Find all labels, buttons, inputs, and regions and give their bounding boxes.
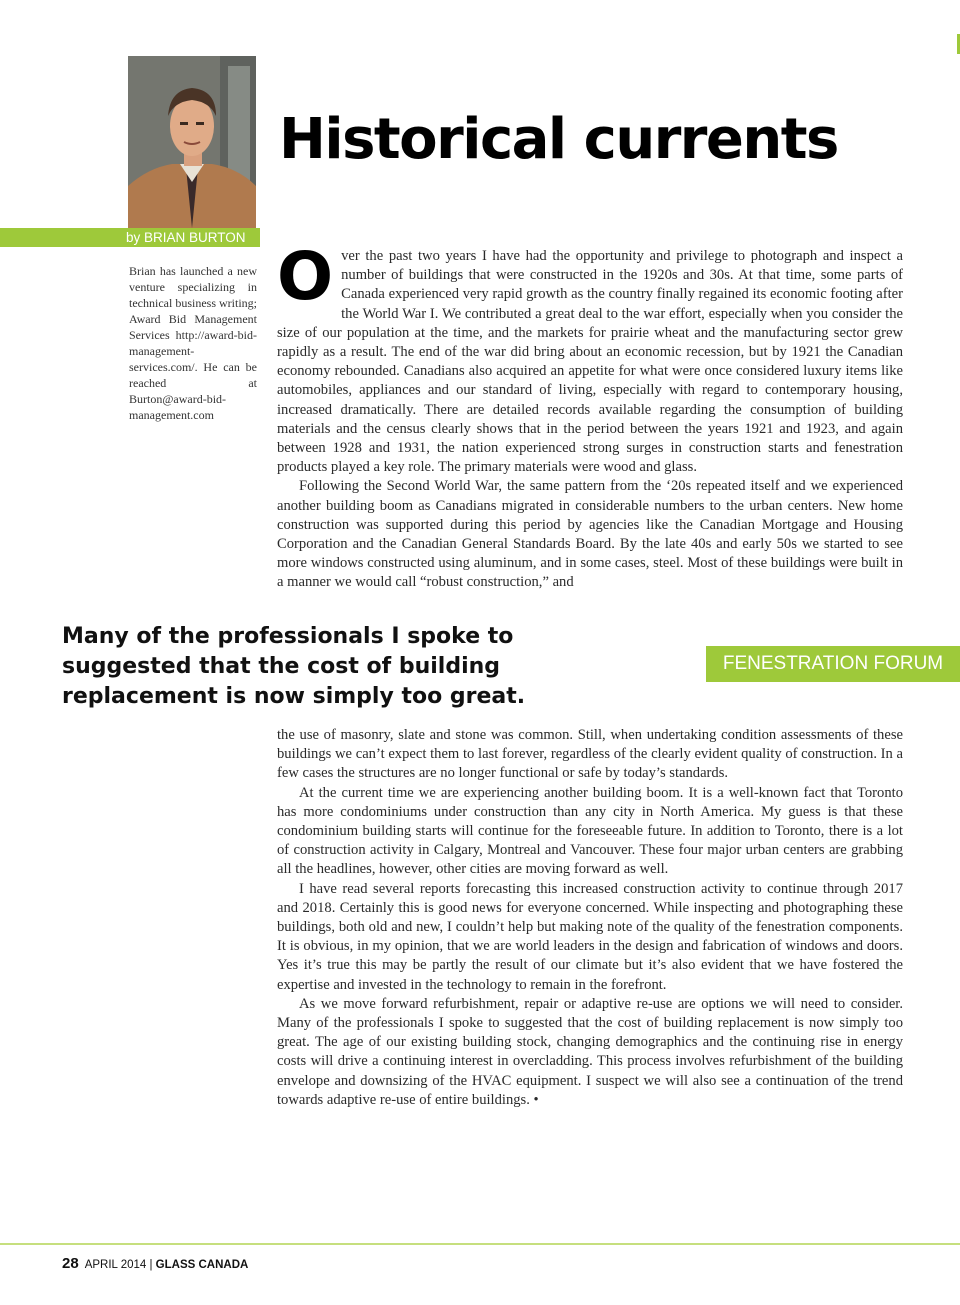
paragraph-2-part-2: the use of masonry, slate and stone was common. Still, when undertaking condition assessments of these buildings we can’t expect them to last forever, regardless of the clearly evident quality of construction. In a few cases the structures are no longer functional or safe by today’s standards. — [277, 727, 903, 782]
paragraph-1 — [277, 238, 903, 477]
paragraph-3: At the current time we are experiencing another building boom. It is a well-known fact that Toronto has more condominiums under construction than any city in North America. My guess is that these condominium building starts will continue for the foreseeable future. In addition to Toronto, there is a lot of construction activity in Calgary, Montreal and Vancouver. These four major urban centers are grabbing all the headlines, however, other cities are moving forward as well. — [277, 784, 903, 878]
section-label-tab: FENESTRATION FORUM — [706, 646, 960, 682]
paragraph-2-part-1: Following the Second World War, the same pattern from the ‘20s repeated itself and we experienced another building boom as Canadians migrated in considerable numbers to the urban centers. New home construction was supported during this period by agencies like the Canadian Mortgage and Housing Corporation and the Canadian General Standards Board. By the late 40s and early 50s we started to see more windows constructed using aluminum, and in some cases, steel. Most of these buildings were built in a manner we would call “robust construction,” and — [277, 478, 903, 591]
issue-date: APRIL 2014 | — [84, 1259, 153, 1271]
publication-name: GLASS CANADA — [155, 1259, 249, 1271]
author-photo — [128, 56, 256, 228]
page-number: 28 — [62, 1255, 79, 1272]
paragraph-1-text: ver the past two years I have had the opportunity and privilege to photograph and inspect a number of buildings that were constructed in the 1920s and 30s. At that time, some parts of Canada experienced very rapid growth as the country finally regained its economic footing after the World War I. We contributed a great deal to the war effort, especially when you consider the size of our population at the time, and the markets for prairie wheat and the manufacturing sector grew rapidly as a result. The end of the war did bring about an economic recession, but by 1921 the Canadian economy rebounded. Canadians also acquired an appetite for what were once considered luxury items like automobiles, appliances and our standard of living, especially with regard to contemporary housing, increased dramatically. There are detailed records available regarding the consumption of building materials and the census clearly shows that in the period between the years 1921 and 1923, and again between 1928 and 1931, the nation experienced strong surges in construction starts and fenestration products played a key role. The primary materials were wood and glass. — [277, 248, 903, 476]
page-footer — [62, 1255, 248, 1272]
author-byline: by BRIAN BURTON — [126, 230, 246, 245]
pull-quote: Many of the professionals I spoke to suggested that the cost of building replacement is now simply too great. — [62, 624, 526, 709]
author-bio: Brian has launched a new venture specializing in technical business writing; Award Bid Management Services http://award-bid-management-services.com/. He can be reached at Burton@award-bid-management.com — [129, 264, 257, 422]
article-body-top — [277, 238, 903, 593]
article-headline: Historical currents — [279, 107, 838, 172]
paragraph-4: I have read several reports forecasting this increased construction activity to continue through 2017 and 2018. Certainly this is good news for everyone concerned. While inspecting and photographing these buildings, both old and new, I couldn’t help but making note of the quality of the fenestration components. It is obvious, in my opinion, that we are world leaders in the design and fabrication of windows and doors. Yes it’s true this may be partly the result of our climate but it’s also evident that we have fostered the expertise and invested in the technology to remain in the forefront. — [277, 880, 903, 993]
footer-rule — [0, 1243, 960, 1245]
drop-cap: O — [277, 238, 334, 315]
article-body-bottom — [277, 726, 903, 1110]
paragraph-5: As we move forward refurbishment, repair or adaptive re-use are options we will need to consider. Many of the professionals I spoke to suggested that the cost of building replacement is now simply too great. The age of our existing building stock, changing demographics and the continuing rise in energy costs will drive a continuing interest in overcladding. This process involves refurbishment of the building envelope and downsizing of the HVAC equipment. I suspect we will also see a continuation of the trend towards adaptive re-use of entire buildings. • — [277, 995, 903, 1108]
